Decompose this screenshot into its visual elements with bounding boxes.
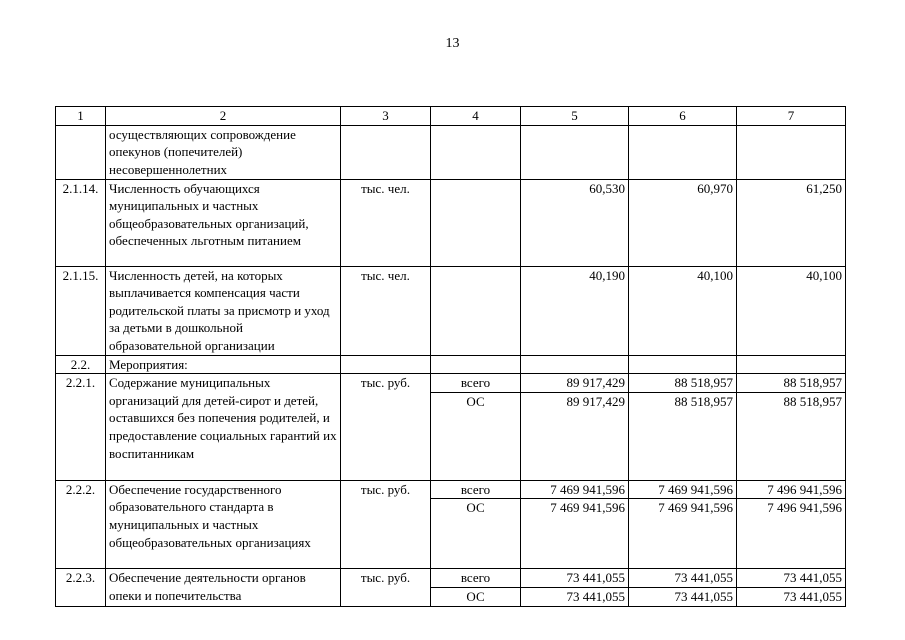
header-cell: 7 bbox=[737, 107, 846, 126]
row-number: 2.2.3. bbox=[56, 569, 106, 606]
row-value-col7 bbox=[737, 355, 846, 374]
row-description: Мероприятия: bbox=[106, 355, 341, 374]
row-value-col7: 73 441,055 bbox=[737, 569, 846, 588]
header-cell: 1 bbox=[56, 107, 106, 126]
row-value-col5 bbox=[521, 125, 629, 179]
row-unit: тыс. чел. bbox=[341, 266, 431, 355]
row-description: Содержание муниципальных организаций для детей-сирот и детей, оставшихся без попечения родителей, и предоставление социальных гарантий их воспитанникам bbox=[106, 374, 341, 481]
row-number: 2.2. bbox=[56, 355, 106, 374]
row-number bbox=[56, 125, 106, 179]
header-cell: 5 bbox=[521, 107, 629, 126]
row-value-col6: 88 518,957 bbox=[629, 392, 737, 480]
row-description: Численность обучающихся муниципальных и частных общеобразовательных организаций, обеспеченных льготным питанием bbox=[106, 179, 341, 266]
row-value-col5: 73 441,055 bbox=[521, 587, 629, 606]
row-description: Численность детей, на которых выплачивается компенсация части родительской платы за присмотр и уход за детьми в дошкольной образовательной организации bbox=[106, 266, 341, 355]
indicators-table bbox=[55, 106, 846, 607]
row-description: Обеспечение государственного образовательного стандарта в муниципальных и частных общеобразовательных организациях bbox=[106, 480, 341, 569]
table-row bbox=[56, 374, 846, 393]
table-row bbox=[56, 569, 846, 588]
row-description: Обеспечение деятельности органов опеки и попечительства bbox=[106, 569, 341, 606]
table-row bbox=[56, 125, 846, 179]
row-unit bbox=[341, 125, 431, 179]
table-row bbox=[56, 480, 846, 499]
row-type: ОС bbox=[431, 587, 521, 606]
row-type bbox=[431, 179, 521, 266]
row-unit bbox=[341, 355, 431, 374]
row-value-col5: 7 469 941,596 bbox=[521, 499, 629, 569]
page-number: 13 bbox=[445, 36, 460, 51]
row-type: ОС bbox=[431, 392, 521, 480]
row-type bbox=[431, 355, 521, 374]
row-value-col5: 60,530 bbox=[521, 179, 629, 266]
row-value-col5: 89 917,429 bbox=[521, 392, 629, 480]
row-value-col5: 7 469 941,596 bbox=[521, 480, 629, 499]
row-value-col7: 40,100 bbox=[737, 266, 846, 355]
row-value-col7 bbox=[737, 125, 846, 179]
row-type: ОС bbox=[431, 499, 521, 569]
row-value-col6 bbox=[629, 125, 737, 179]
row-value-col7: 7 496 941,596 bbox=[737, 480, 846, 499]
row-value-col7: 73 441,055 bbox=[737, 587, 846, 606]
section-row bbox=[56, 355, 846, 374]
row-value-col6: 7 469 941,596 bbox=[629, 480, 737, 499]
row-value-col7: 7 496 941,596 bbox=[737, 499, 846, 569]
row-unit: тыс. руб. bbox=[341, 374, 431, 481]
row-value-col6: 88 518,957 bbox=[629, 374, 737, 393]
row-value-col6: 40,100 bbox=[629, 266, 737, 355]
row-number: 2.1.15. bbox=[56, 266, 106, 355]
table-row bbox=[56, 179, 846, 266]
row-type bbox=[431, 266, 521, 355]
row-value-col5: 73 441,055 bbox=[521, 569, 629, 588]
row-value-col6: 7 469 941,596 bbox=[629, 499, 737, 569]
header-cell: 6 bbox=[629, 107, 737, 126]
row-value-col5: 89 917,429 bbox=[521, 374, 629, 393]
row-value-col7: 88 518,957 bbox=[737, 374, 846, 393]
row-type: всего bbox=[431, 480, 521, 499]
header-row bbox=[56, 107, 846, 126]
header-cell: 3 bbox=[341, 107, 431, 126]
row-number: 2.1.14. bbox=[56, 179, 106, 266]
row-type: всего bbox=[431, 374, 521, 393]
row-number: 2.2.1. bbox=[56, 374, 106, 481]
row-type: всего bbox=[431, 569, 521, 588]
row-value-col6: 73 441,055 bbox=[629, 569, 737, 588]
row-value-col6: 60,970 bbox=[629, 179, 737, 266]
table-row bbox=[56, 266, 846, 355]
header-cell: 4 bbox=[431, 107, 521, 126]
row-value-col7: 88 518,957 bbox=[737, 392, 846, 480]
row-number: 2.2.2. bbox=[56, 480, 106, 569]
row-value-col7: 61,250 bbox=[737, 179, 846, 266]
row-value-col6: 73 441,055 bbox=[629, 587, 737, 606]
row-unit: тыс. чел. bbox=[341, 179, 431, 266]
row-unit: тыс. руб. bbox=[341, 569, 431, 606]
row-unit: тыс. руб. bbox=[341, 480, 431, 569]
row-value-col5 bbox=[521, 355, 629, 374]
row-description: осуществляющих сопровождение опекунов (попечителей) несовершеннолетних bbox=[106, 125, 341, 179]
row-value-col6 bbox=[629, 355, 737, 374]
row-type bbox=[431, 125, 521, 179]
header-cell: 2 bbox=[106, 107, 341, 126]
row-value-col5: 40,190 bbox=[521, 266, 629, 355]
